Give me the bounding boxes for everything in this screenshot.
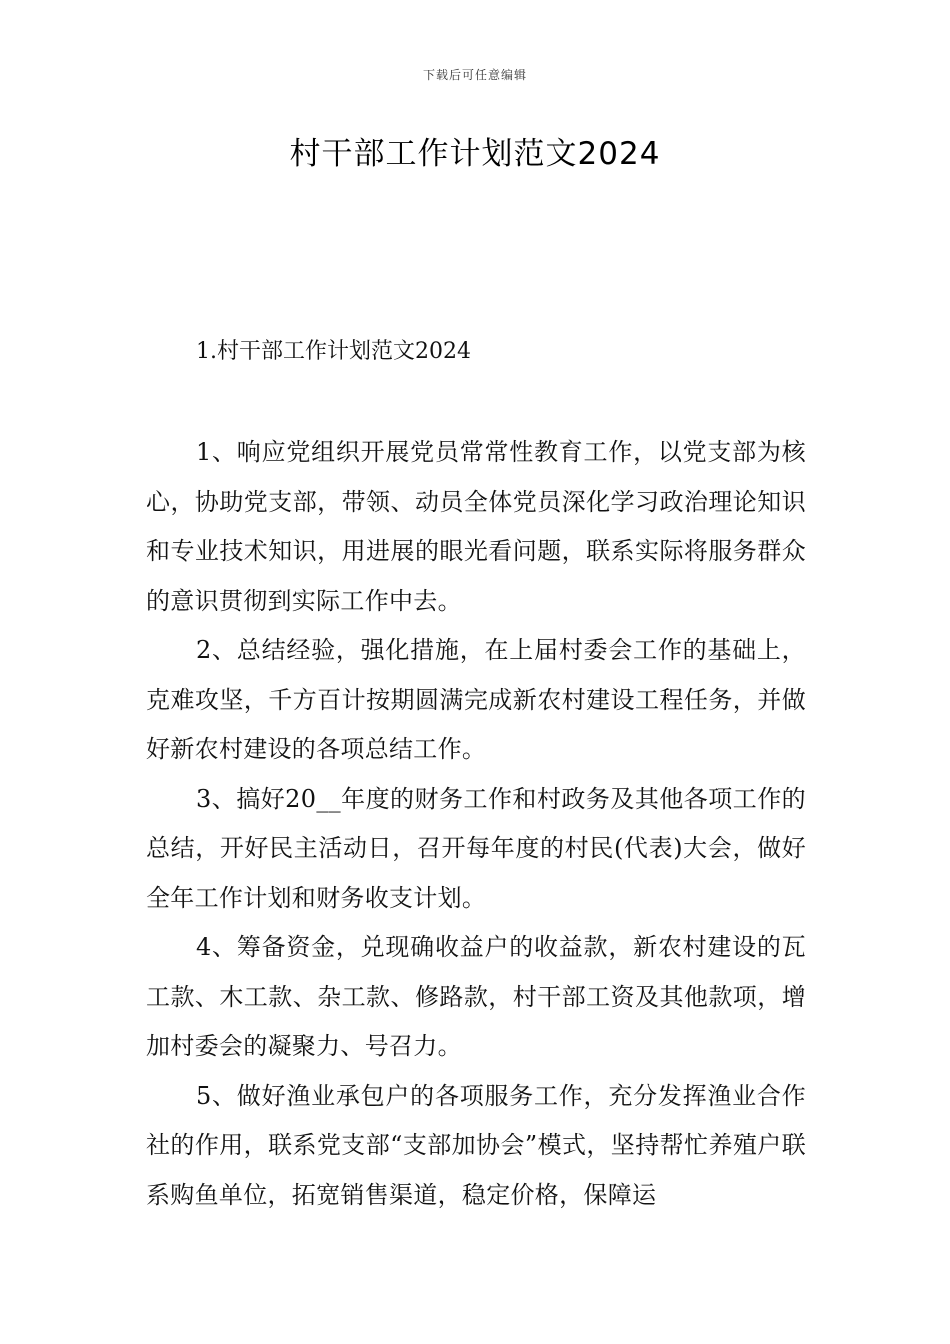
section-heading: 1.村干部工作计划范文2024 (196, 339, 471, 364)
header-note: 下载后可任意编辑 (422, 68, 527, 82)
paragraph-5: 5、做好渔业承包户的各项服务工作，充分发挥渔业合作社的作用，联系党支部“支部加协会”模式，坚持帮忙养殖户联系购鱼单位，拓宽销售渠道，稳定价格，保障运 (146, 1081, 806, 1209)
document-body (146, 428, 806, 1220)
paragraph-1: 1、响应党组织开展党员常常性教育工作，以党支部为核心，协助党支部，带领、动员全体党员深化学习政治理论知识和专业技术知识，用进展的眼光看问题，联系实际将服务群众的意识贯彻到实际工作中去。 (146, 438, 806, 615)
paragraph-4: 4、筹备资金，兑现确收益户的收益款，新农村建设的瓦工款、木工款、杂工款、修路款，村干部工资及其他款项，增加村委会的凝聚力、号召力。 (146, 933, 806, 1060)
paragraph-2: 2、总结经验，强化措施，在上届村委会工作的基础上，克难攻坚，千方百计按期圆满完成新农村建设工程任务，并做好新农村建设的各项总结工作。 (146, 636, 806, 763)
document-title: 村干部工作计划范文2024 (289, 136, 661, 172)
paragraph-3: 3、搞好20__年度的财务工作和村政务及其他各项工作的总结，开好民主活动日，召开每年度的村民(代表)大会，做好全年工作计划和财务收支计划。 (146, 784, 806, 912)
